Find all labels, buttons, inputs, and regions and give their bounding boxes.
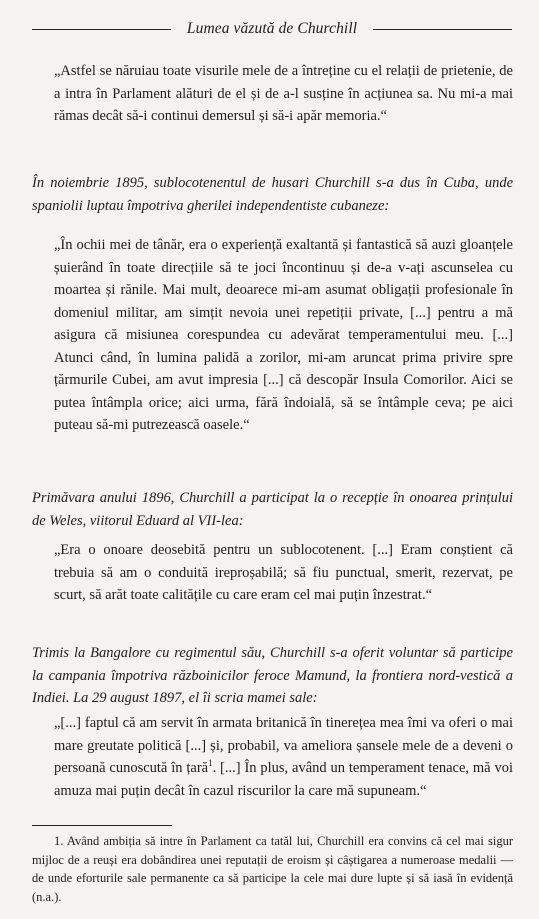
running-header — [32, 18, 512, 40]
footnote-1 — [32, 832, 513, 906]
quote-paragraph-1: „Astfel se năruiau toate visurile mele de a întreține cu el relații de prietenie, de a intra în Parlament alături de el și de a-l susține în acțiunea sa. Nu mi-a mai rămas decât să-i continui demersul și să-i apăr memoria.“ — [54, 63, 513, 124]
intro-paragraph-prince: Primăvara anului 1896, Churchill a participat la o recepție în onoarea prințului de Weles, viitorul Eduard al VII-lea: — [32, 490, 513, 529]
footnote-divider — [32, 825, 172, 826]
quote-text-before-footnote: „[...] faptul că am servit în armata britanică în tinerețea mea îmi va oferi o mai mare greutate politică [...] și, probabil, va ameliora șansele mele de a deveni o persoană cunoscută în țară — [54, 715, 513, 776]
quote-paragraph-prince: „Era o onoare deosebită pentru un sublocotenent. [...] Eram conștient că trebuia să am o conduită ireproșabilă; să fiu punctual, smerit, rezervat, pe scurt, să arăt toate calitățile cu care eram cel mai puțin înzestrat.“ — [54, 542, 513, 603]
intro-paragraph-bangalore: Trimis la Bangalore cu regimentul său, Churchill s-a oferit voluntar să participe la campania împotriva războinicilor feroce Mamund, la frontiera nord-vestică a Indiei. La 29 august 1897, el îi scria mamei sale: — [32, 645, 513, 706]
quote-paragraph-bangalore — [54, 712, 513, 802]
footnote-text: 1. Având ambiția să intre în Parlament ca tatăl lui, Churchill era convins că cel mai sigur mijloc de a reuși era dobândirea unei reputații de eroism și câștigarea a numeroase medalii — de unde eforturile sale permanente ca să participe la cele mai dure lupte și să iasă în evidență (n.a.). — [32, 834, 513, 904]
header-rule-left — [32, 29, 171, 30]
quote-paragraph-cuba: „În ochii mei de tânăr, era o experiență exaltantă și fantastică să auzi gloanțele șuierând în toate direcțiile să te joci încontinuu și de-a v-ați ascunselea cu moartea și rănile. Mai mult, deoarece mi-am asumat obligații profesionale în domeniul militar, am simțit nevoia unei repetiții private, [...] pentru a mă asigura că misiunea corespundea cu adevărat temperamentului meu. [...] Atunci când, în lumina palidă a zorilor, mi-am aruncat prima privire spre țărmurile Cubei, am avut impresia [...] că descopăr Insula Comorilor. Aici se putea întâmpla orice; aici urma, fără îndoială, să se întâmple ceva; pe aici puteau să-mi putrezească oasele.“ — [54, 237, 513, 433]
footnote-reference-1[interactable]: 1 — [208, 758, 213, 769]
quote-text-after-footnote: . [...] În plus, având un temperament tenace, mă voi amuza mai puțin decât în cazul riscurilor la care mă supuneam.“ — [54, 760, 513, 799]
running-header-title: Lumea văzută de Churchill — [186, 20, 358, 37]
intro-paragraph-cuba: În noiembrie 1895, sublocotenentul de husari Churchill s-a dus în Cuba, unde spaniolii luptau împotriva gherilei independentiste cubaneze: — [32, 175, 513, 214]
header-rule-right — [373, 29, 512, 30]
